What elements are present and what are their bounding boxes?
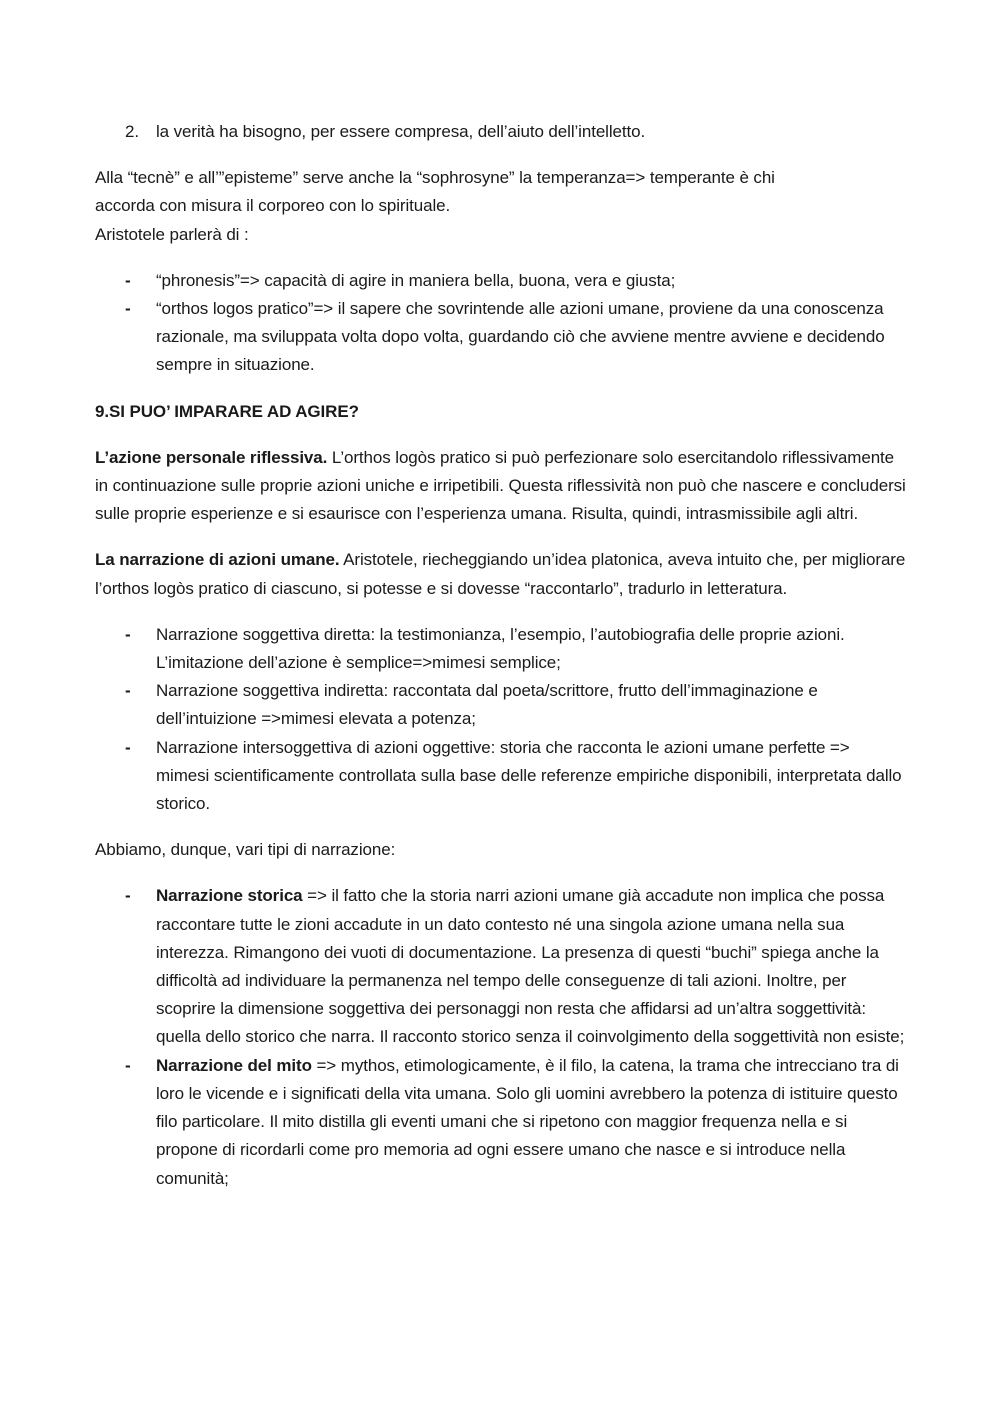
dash-bullet: - [125,270,131,290]
list-item [95,1052,907,1193]
dash-bullet: - [125,624,131,644]
list-item-text: Narrazione soggettiva diretta: la testimonianza, l’esempio, l’autobiografia delle proprie azioni. L’imitazione dell’azione è semplice=>mimesi semplice; [156,624,845,673]
paragraph-narrazione [95,546,907,602]
paragraph-lead: L’azione personale riflessiva. [95,447,328,467]
list-item-text: Narrazione soggettiva indiretta: raccontata dal poeta/scrittore, frutto dell’immaginazione e dell’intuizione =>mimesi elevata a potenza; [156,681,818,729]
bullet-list-aristotle [95,267,907,380]
section-heading: 9.SI PUO’ IMPARARE AD AGIRE? [95,401,359,421]
document-body [95,118,907,1193]
dash-bullet: - [125,737,131,757]
paragraph-text: L’orthos logòs pratico si può perfezionare solo esercitandolo riflessivamente in continuazione sulle proprie azioni uniche e irripetibili. Questa riflessività non può che nascere e concludersi sulle proprie esperienze e si esaurisce con l’esperienza umana. Risulta, quindi, intrasmissibile agli altri. [95,447,906,524]
paragraph-line: Alla “tecnè” e all’”episteme” serve anche la “sophrosyne” la temperanza=> temperante è chi [95,168,775,188]
list-item [95,677,907,733]
paragraph-text: Aristotele, riecheggiando un’idea platonica, aveva intuito che, per migliorare l’orthos logòs pratico di ciascuno, si potesse e si dovesse “raccontarlo”, tradurlo in letteratura. [95,550,906,598]
bullet-list-narrazioni [95,621,907,818]
list-item [95,267,907,295]
list-item-text: “phronesis”=> capacità di agire in maniera bella, buona, vera e giusta; [156,270,676,290]
ordered-list-item [95,118,907,146]
paragraph-lead: La narrazione di azioni umane. [95,550,340,570]
paragraph-line: Aristotele parlerà di : [95,224,249,244]
paragraph-azione-personale [95,444,907,529]
paragraph-tipi: Abbiamo, dunque, vari tipi di narrazione: [95,840,396,860]
list-item-lead: Narrazione del mito [156,1055,312,1075]
list-item [95,295,907,380]
list-item [95,734,907,819]
paragraph-line: accorda con misura il corporeo con lo spirituale. [95,196,451,216]
list-item [95,882,907,1051]
list-item-text: => mythos, etimologicamente, è il filo, la catena, la trama che intrecciano tra di loro le vicende e i significati della vita umana. Solo gli uomini avrebbero la potenza di istituire questo filo particolare. Il mito distilla gli eventi umani che si ripetono con maggior frequenza nella e si propone di ricordarli come pro memoria ad ogni essere umano che nasce e si introduce nella comunità; [156,1055,899,1188]
bullet-list-tipi-narrazione [95,882,907,1192]
list-item [95,621,907,677]
paragraph-intro [95,164,907,249]
dash-bullet: - [125,886,131,906]
list-item-text: “orthos logos pratico”=> il sapere che sovrintende alle azioni umane, proviene da una conoscenza razionale, ma sviluppata volta dopo volta, guardando ciò che avviene mentre avviene e decidendo sempre in situazione. [156,299,885,375]
dash-bullet: - [125,681,131,701]
list-item-text: la verità ha bisogno, per essere compresa, dell’aiuto dell’intelletto. [156,122,646,141]
list-number: 2. [125,122,139,141]
list-item-text: => il fatto che la storia narri azioni umane già accadute non implica che possa raccontare tutte le zioni accadute in un dato contesto né una singola azione umana nella sua interezza. Rimangono dei vuoti di documentazione. La presenza di questi “buchi” spiega anche la difficoltà ad individuare la permanenza nel tempo delle conseguenze di tali azioni. Inoltre, per scoprire la dimensione soggettiva dei personaggi non resta che affidarsi ad un’altra soggettività: quella dello storico che narra. Il racconto storico senza il coinvolgimento della soggettività non esiste; [156,886,905,1047]
dash-bullet: - [125,299,131,319]
dash-bullet: - [125,1055,131,1075]
list-item-lead: Narrazione storica [156,886,303,906]
list-item-text: Narrazione intersoggettiva di azioni oggettive: storia che racconta le azioni umane perfette => mimesi scientificamente controllata sulla base delle referenze empiriche disponibili, interpretata dallo storico. [156,737,902,814]
